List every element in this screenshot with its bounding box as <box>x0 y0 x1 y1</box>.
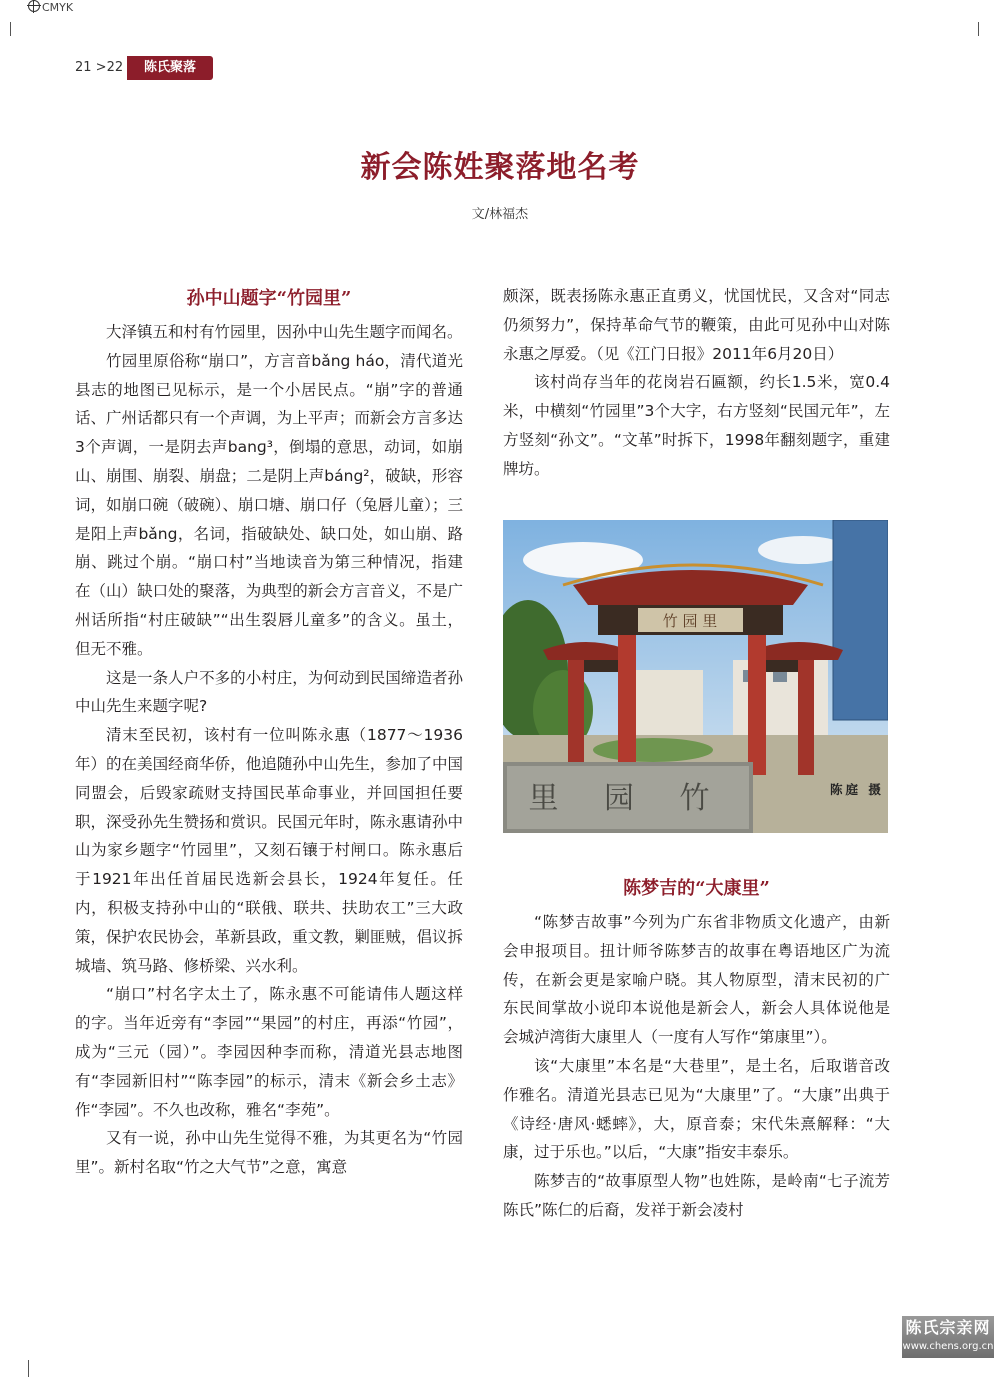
paragraph: 该村尚存当年的花岗岩石匾额，约长1.5米，宽0.4米，中横刻“竹园里”3个大字，右方竖刻“民国元年”，左方竖刻“孙文”。“文革”时拆下，1998年翻刻题字，重建牌坊。 <box>503 373 890 478</box>
section-heading-zhuyuanli: 孙中山题字“竹园里” <box>186 288 352 309</box>
crop-mark-top-left <box>10 22 11 36</box>
site-watermark-logo <box>902 1316 994 1358</box>
page-number: 21 >22 <box>75 60 124 75</box>
watermark-title: 陈氏宗亲网 <box>905 1318 991 1337</box>
crop-mark-top-right <box>978 22 979 36</box>
paragraph-continued: 颇深，既表扬陈永惠正直勇义，忧国忧民，又含对“同志仍须努力”，保持革命气节的鞭策，由此可见孙中山对陈永惠之厚爱。（见《江门日报》2011年6月20日） <box>503 287 890 363</box>
stone-plaque-text: 里 园 竹 <box>528 781 728 816</box>
paragraph: 陈梦吉的“故事原型人物”也姓陈，是岭南“七子流芳陈氏”陈仁的后裔，发祥于新会凌村 <box>503 1172 890 1219</box>
left-column <box>75 284 463 1182</box>
photo-caption: 陈庭 摄 <box>830 782 884 797</box>
paragraph: “陈梦吉故事”今列为广东省非物质文化遗产，由新会申报项目。扭计师爷陈梦吉的故事在粤语地区广为流传，在新会更是家喻户晓。其人物原型，清末民初的广东民间掌故小说印本说他是新会人，新会人具体说他是会城泸湾街大康里人（一度有人写作“第康里”）。 <box>503 913 890 1047</box>
cmyk-registration-label: CMYK <box>28 0 73 14</box>
article-title: 新会陈姓聚落地名考 <box>360 150 640 185</box>
right-column-top <box>503 282 890 484</box>
arch-plaque-text: 竹 园 里 <box>662 612 718 630</box>
paragraph: 竹园里原俗称“崩口”，方言音bǎng háo，清代道光县志的地图已见标示，是一个小居民点。“崩”字的普通话、广州话都只有一个声调，为上平声；而新会方言多达3个声调，一是阴去声banɡ³，倒塌的意思，动词，如崩山、崩围、崩裂、崩盘；二是阴上声báng²，破缺，形容词，如崩口碗（破碗）、崩口塘、崩口仔（兔唇儿童）；三是阳上声bǎng，名词，指破缺处、缺口处，如山崩、路崩、跳过个崩。“崩口村”当地读音为第三种情况，指建在（山）缺口处的聚落，为典型的新会方言音义，不是广州话所指“村庄破缺”“出生裂唇儿童多”的含义。虽土，但无不雅。 <box>75 351 463 658</box>
section-tag: 陈氏聚落 <box>127 56 213 80</box>
paragraph: 清末至民初，该村有一位叫陈永惠（1877～1936年）的在美国经商华侨，他追随孙中山先生，参加了中国同盟会，后毁家疏财支持国民革命事业，并回国担任要职，深受孙先生赞扬和赏识。民国元年时，陈永惠请孙中山为家乡题字“竹园里”，又刻石镶于村闸口。陈永惠后于1921年出任首届民选新会县长，1924年复任。任内，积极支持孙中山的“联俄、联共、扶助农工”三大政策，保护农民协会，革新县政，重文教，剿匪贼，倡议拆城墙、筑马路、修桥梁、兴水利。 <box>75 726 463 975</box>
article-author: 文/林福杰 <box>471 207 529 222</box>
crop-mark-bottom-left <box>28 1360 29 1377</box>
paragraph: 又有一说，孙中山先生觉得不雅，为其更名为“竹园里”。新村名取“竹之大气节”之意，寓意 <box>75 1129 463 1177</box>
registration-mark-icon <box>28 0 40 12</box>
paragraph: “崩口”村名字太土了，陈永惠不可能请伟人题这样的字。当年近旁有“李园”“果园”的村庄，再添“竹园”，成为“三元（园）”。李园因种李而称，清道光县志地图有“李园新旧村”“陈李园”的标示，清末《新会乡土志》作“李园”。不久也改称，雅名“李苑”。 <box>75 985 463 1119</box>
right-column-bottom <box>503 874 890 1225</box>
paragraph: 这是一条人户不多的小村庄，为何动到民国缔造者孙中山先生来题字呢? <box>75 668 463 716</box>
section-heading-dakangli: 陈梦吉的“大康里” <box>623 878 770 899</box>
paragraph: 该“大康里”本名是“大巷里”，是土名，后取谐音改作雅名。清道光县志已见为“大康里”了。“大康”出典于《诗经·唐风·蟋蟀》，大，原音泰；宋代朱熹解释：“大康，过于乐也。”以后，“大康”指安丰泰乐。 <box>503 1056 890 1162</box>
paragraph: 大泽镇五和村有竹园里，因孙中山先生题字而闻名。 <box>106 323 463 341</box>
watermark-url: www.chens.org.cn <box>902 1341 994 1352</box>
